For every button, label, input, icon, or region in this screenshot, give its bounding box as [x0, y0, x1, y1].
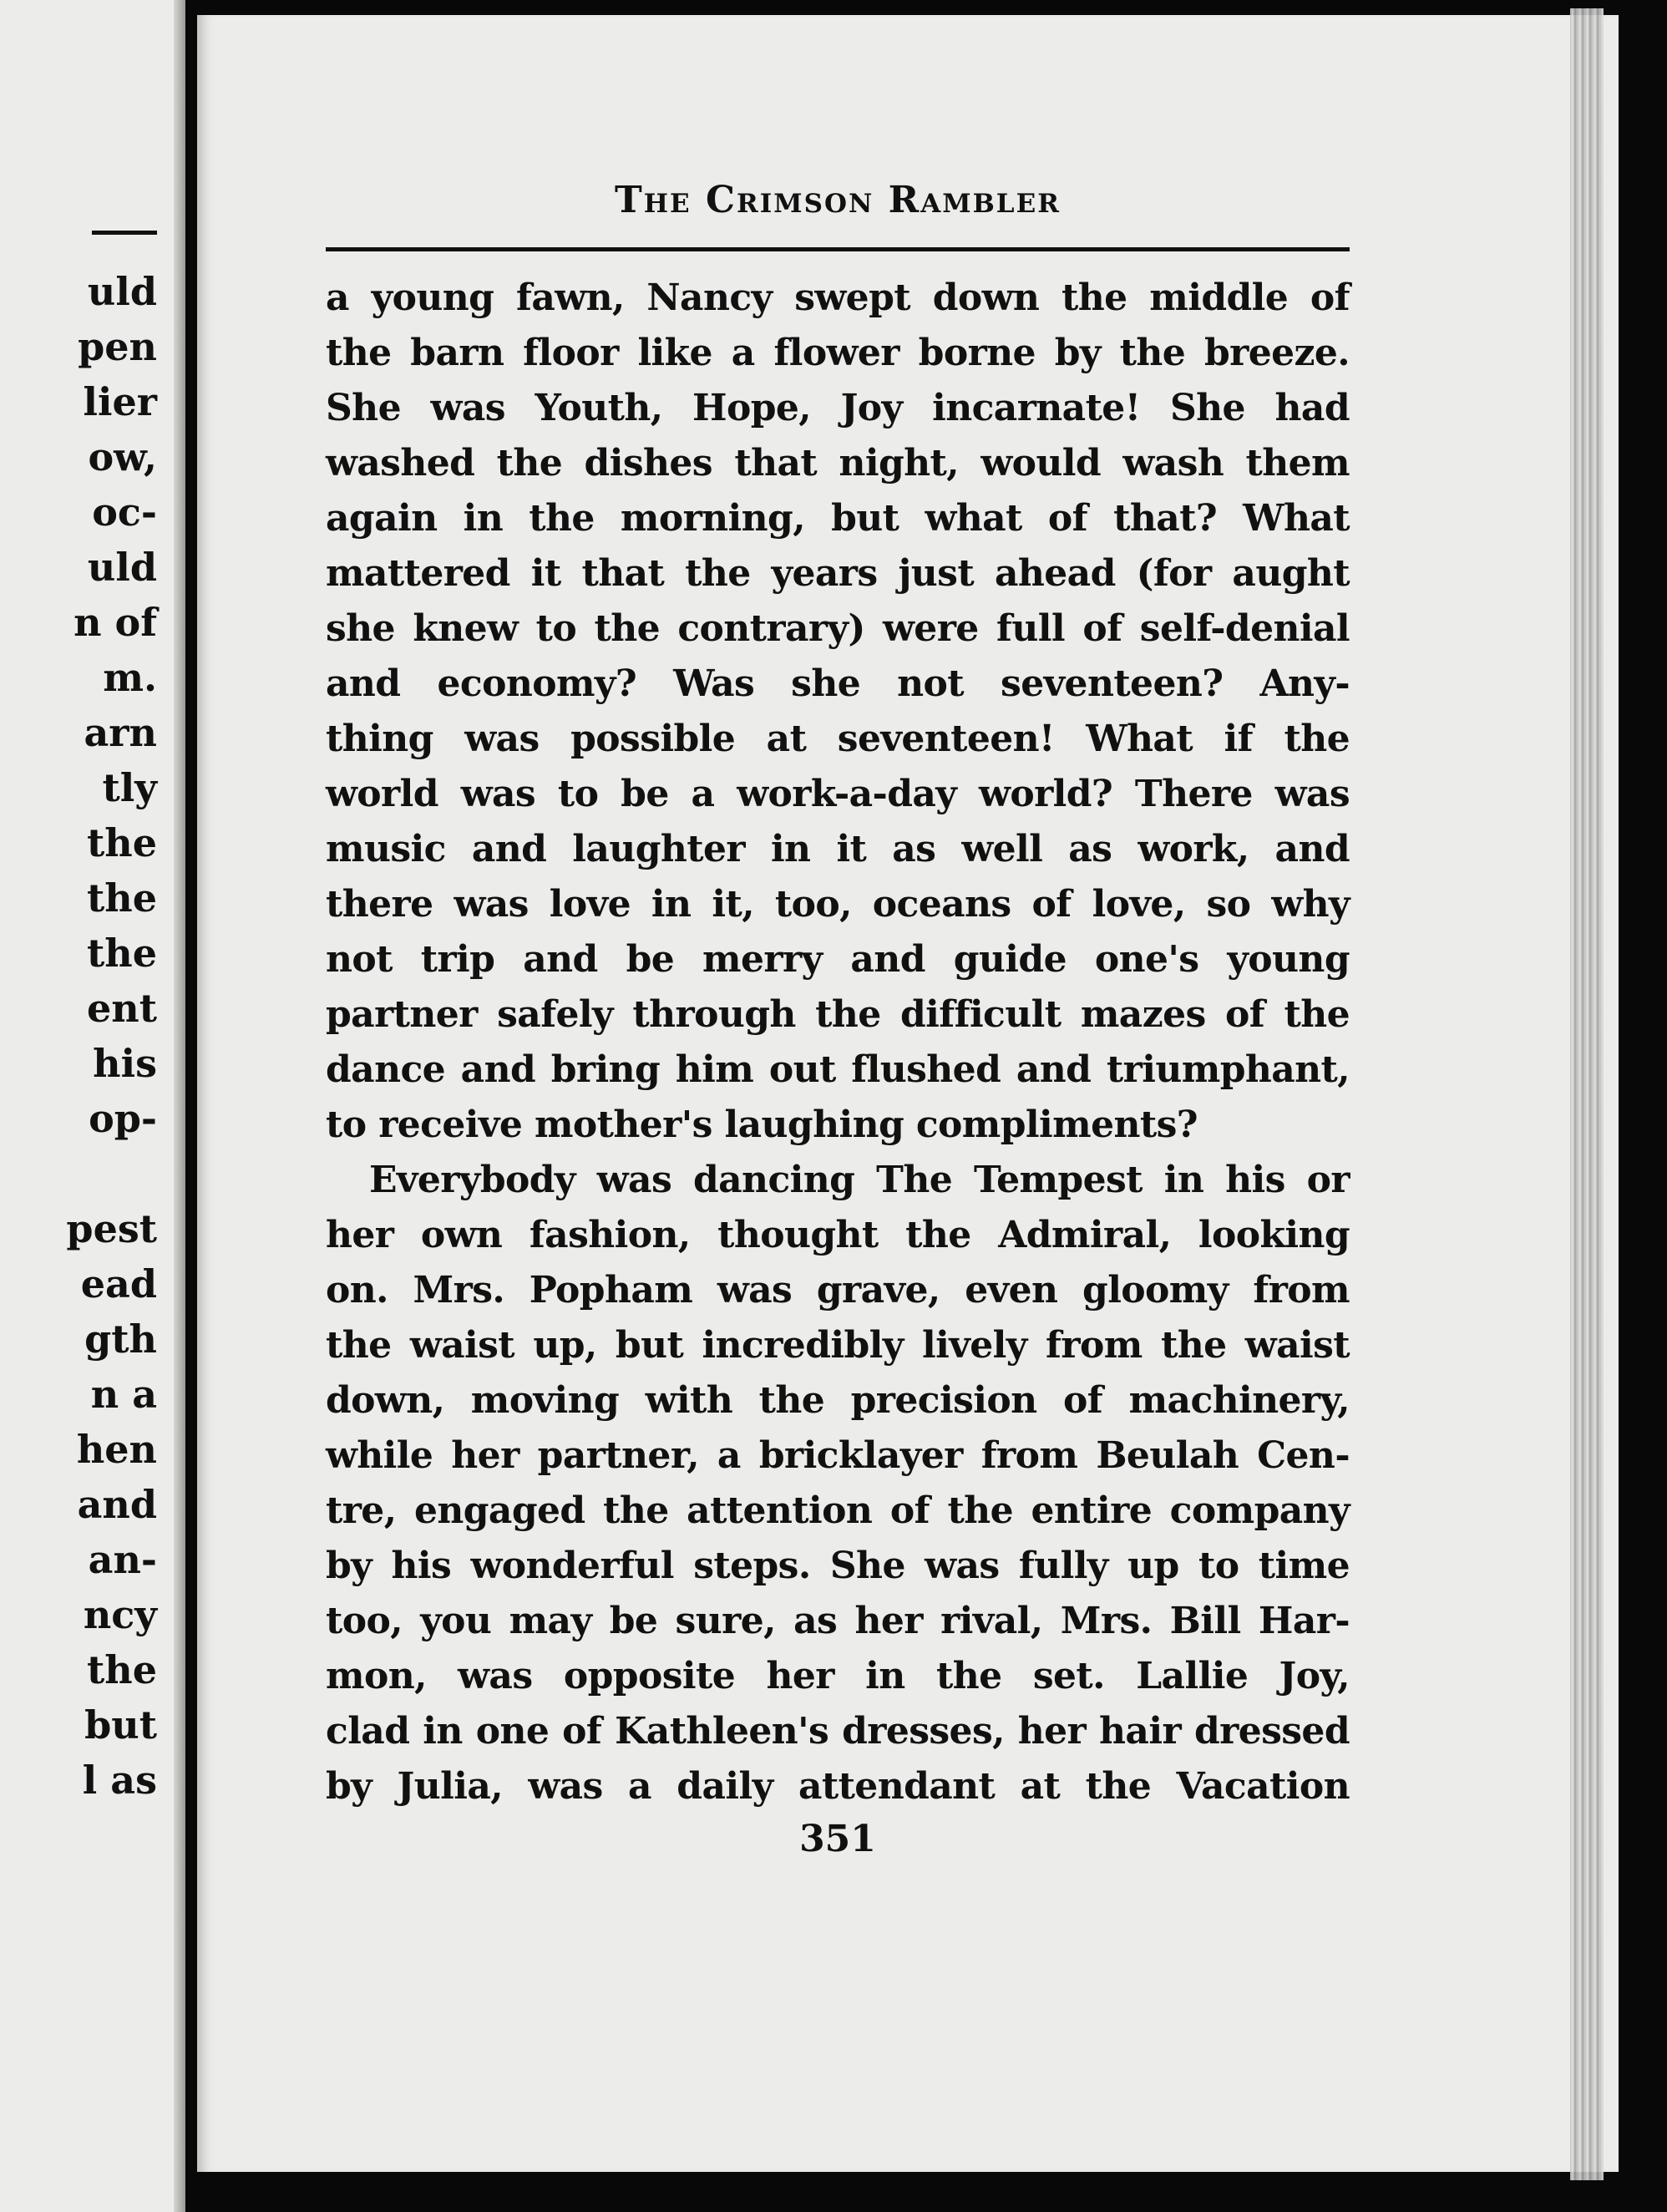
previous-page-fragment — [0, 0, 185, 2212]
page-number: 351 — [799, 1818, 876, 1860]
text-line: on. Mrs. Popham was grave, even gloomy from — [326, 1269, 1350, 1311]
previous-page-line: ead — [80, 1261, 157, 1306]
text-line: thing was possible at seventeen! What if the — [326, 718, 1350, 760]
previous-page-line: but — [84, 1702, 157, 1748]
previous-page-line: uld — [87, 269, 157, 314]
previous-page-line: the — [87, 1647, 157, 1692]
previous-page-line: n of — [73, 600, 157, 645]
previous-page-line: lier — [83, 379, 157, 424]
previous-page-line: tly — [102, 765, 157, 810]
previous-page-line: an- — [88, 1537, 157, 1582]
previous-page-line: n a — [90, 1372, 157, 1417]
text-line: dance and bring him out flushed and triumphant, — [326, 1048, 1350, 1091]
previous-page-text — [66, 264, 157, 1808]
text-line: washed the dishes that night, would wash them — [326, 442, 1350, 485]
previous-page-line: pest — [66, 1206, 157, 1251]
text-line: again in the morning, but what of that? What — [326, 497, 1350, 540]
text-line: She was Youth, Hope, Joy incarnate! She had — [326, 387, 1350, 429]
text-line: partner safely through the difficult mazes of the — [326, 993, 1350, 1036]
previous-page-line: oc- — [92, 490, 157, 535]
text-line: while her partner, a bricklayer from Beulah Cen- — [326, 1434, 1350, 1477]
text-line: mon, was opposite her in the set. Lallie Joy, — [326, 1655, 1350, 1697]
running-head: The Crimson Rambler — [615, 179, 1061, 221]
previous-page-line: the — [87, 875, 157, 921]
text-line: tre, engaged the attention of the entire company — [326, 1489, 1350, 1532]
previous-page-line: hen — [76, 1427, 157, 1472]
previous-page-line: arn — [84, 710, 157, 755]
text-line: there was love in it, too, oceans of love, so why — [326, 883, 1350, 926]
paragraph-end-line: to receive mother's laughing compliments? — [326, 1103, 1198, 1146]
previous-page-line: gth — [84, 1317, 157, 1362]
text-line: her own fashion, thought the Admiral, looking — [326, 1214, 1350, 1256]
text-line: not trip and be merry and guide one's young — [326, 938, 1350, 981]
text-line: music and laughter in it as well as work, and — [326, 828, 1350, 870]
previous-page-line: l as — [82, 1758, 157, 1803]
previous-page-line: his — [93, 1041, 157, 1086]
text-line: clad in one of Kathleen's dresses, her hair dressed — [326, 1710, 1350, 1753]
previous-page-line: ow, — [88, 434, 157, 479]
previous-page-line: pen — [78, 324, 157, 369]
previous-page-line: the — [87, 820, 157, 865]
text-line: too, you may be sure, as her rival, Mrs. Bill Har- — [326, 1600, 1350, 1642]
text-line: by Julia, was a daily attendant at the Vacation — [326, 1765, 1350, 1808]
previous-page-line: op- — [89, 1096, 157, 1141]
previous-page-line — [66, 1146, 157, 1201]
text-line: the barn floor like a flower borne by the breeze. — [326, 332, 1350, 374]
running-head-rule — [326, 247, 1350, 251]
previous-page-line: m. — [103, 655, 157, 700]
previous-page-line: ncy — [83, 1592, 157, 1637]
text-line: by his wonderful steps. She was fully up to time — [326, 1545, 1350, 1587]
text-line: down, moving with the precision of machinery, — [326, 1379, 1350, 1422]
page-edges — [1570, 8, 1604, 2180]
text-line: world was to be a work-a-day world? There was — [326, 773, 1350, 815]
text-line: she knew to the contrary) were full of self-denial — [326, 607, 1350, 650]
previous-page-line: the — [87, 931, 157, 976]
previous-page-line: ent — [87, 986, 157, 1031]
text-line: and economy? Was she not seventeen? Any- — [326, 662, 1350, 705]
text-line: mattered it that the years just ahead (for aught — [326, 552, 1350, 595]
text-line: a young fawn, Nancy swept down the middle of — [326, 276, 1350, 319]
text-line: the waist up, but incredibly lively from the waist — [326, 1324, 1350, 1367]
paragraph-first-line: Everybody was dancing The Tempest in his or — [369, 1159, 1350, 1201]
gutter-shadow — [174, 0, 185, 2212]
previous-page-line: and — [77, 1482, 157, 1527]
previous-page-rule — [92, 231, 157, 235]
previous-page-line: uld — [87, 545, 157, 590]
page-body-text — [326, 271, 1350, 1814]
